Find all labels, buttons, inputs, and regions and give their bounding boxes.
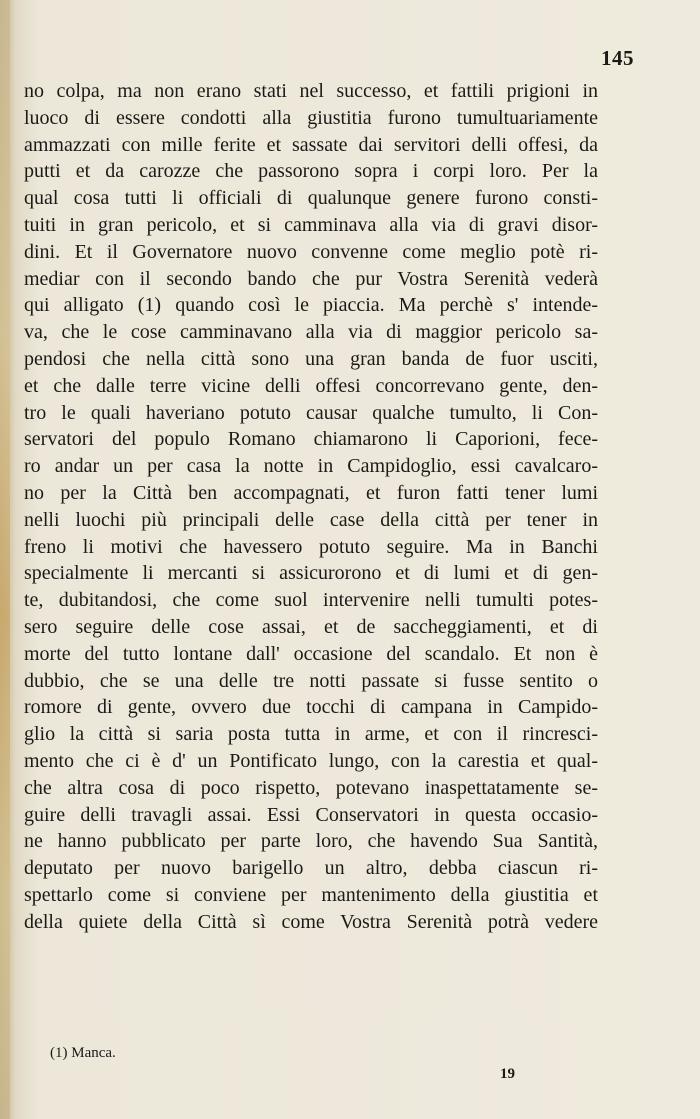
text-line: mento che ci è d' un Pontificato lungo, con la carestia et qual-	[24, 749, 598, 772]
text-line: dini. Et il Governatore nuovo convenne come meglio potè ri-	[24, 240, 598, 263]
text-line: qui alligato (1) quando così le piaccia. Ma perchè s' intende-	[24, 294, 598, 317]
text-line: sero seguire delle cose assai, et de saccheggiamenti, et di	[24, 615, 598, 638]
text-line: ammazzati con mille ferite et sassate dai servitori delli offesi, da	[24, 133, 598, 156]
text-line: pendosi che nella città sono una gran banda de fuor usciti,	[24, 347, 598, 370]
text-line: ne hanno pubblicato per parte loro, che havendo Sua Santità,	[24, 830, 598, 853]
text-line: deputato per nuovo barigello un altro, debba ciascun ri-	[24, 857, 598, 880]
text-line: romore di gente, ovvero due tocchi di campana in Campido-	[24, 696, 598, 719]
text-line: et che dalle terre vicine delli offesi concorrevano gente, den-	[24, 374, 598, 397]
text-line: specialmente li mercanti si assicurorono et di lumi et di gen-	[24, 562, 598, 585]
text-line: ro andar un per casa la notte in Campidoglio, essi cavalcaro-	[24, 455, 598, 478]
text-line: dubbio, che se una delle tre notti passate si fusse sentito o	[24, 669, 598, 692]
text-line: va, che le cose camminavano alla via di maggior pericolo sa-	[24, 321, 598, 344]
text-line: tro le quali haveriano potuto causar qualche tumulto, li Con-	[24, 401, 598, 424]
text-line: della quiete della Città sì come Vostra Serenità potrà vedere	[24, 910, 598, 933]
text-line: freno li motivi che havessero potuto seguire. Ma in Banchi	[24, 535, 598, 558]
text-line: nelli luochi più principali delle case della città per tener in	[24, 508, 598, 531]
text-line: no per la Città ben accompagnati, et furon fatti tener lumi	[24, 481, 598, 504]
footnote: (1) Manca.	[50, 1045, 116, 1061]
binding-shadow	[0, 0, 10, 1119]
text-line: luoco di essere condotti alla giustitia furono tumultuariamente	[24, 106, 598, 129]
text-line: no colpa, ma non erano stati nel successo, et fattili prigioni in	[24, 80, 598, 102]
body-text	[24, 78, 598, 936]
text-line: che altra cosa di poco rispetto, potevano inaspettatamente se-	[24, 776, 598, 799]
text-line: spettarlo come si conviene per mantenimento della giustitia et	[24, 883, 598, 906]
text-line: te, dubitandosi, che come suol intervenire nelli tumulti potes-	[24, 589, 598, 612]
text-line: guire delli travagli assai. Essi Conservatori in questa occasio-	[24, 803, 598, 826]
text-line: tuiti in gran pericolo, et si camminava alla via di gravi disor-	[24, 213, 598, 236]
text-line: morte del tutto lontane dall' occasione del scandalo. Et non è	[24, 642, 598, 665]
text-line: putti et da carozze che passorono sopra i corpi loro. Per la	[24, 160, 598, 183]
page-number: 145	[601, 46, 634, 70]
text-line: glio la città si saria posta tutta in arme, et con il rincresci-	[24, 723, 598, 746]
text-line: qual cosa tutti li officiali di qualunque genere furono consti-	[24, 187, 598, 210]
text-line: mediar con il secondo bando che pur Vostra Serenità vederà	[24, 267, 598, 290]
text-line: servatori del populo Romano chiamarono li Caporioni, fece-	[24, 428, 598, 451]
signature-mark: 19	[500, 1066, 515, 1082]
